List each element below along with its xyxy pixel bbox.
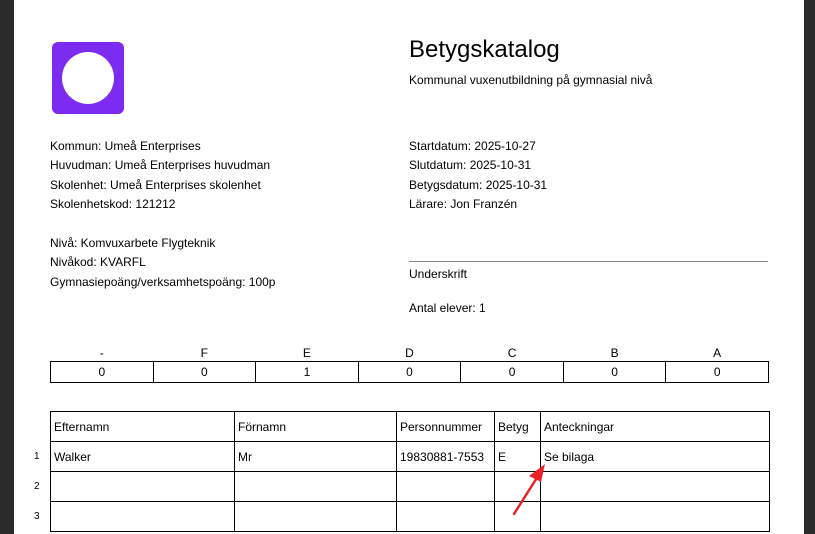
betygsdatum-text: Betygsdatum: 2025-10-31: [409, 178, 548, 192]
student-table: [50, 411, 770, 532]
school-logo: [52, 42, 124, 114]
grade-header-e: E: [302, 345, 311, 360]
startdatum-text: Startdatum: 2025-10-27: [409, 139, 536, 153]
personnummer-cell: [397, 472, 495, 502]
page-subtitle: Kommunal vuxenutbildning på gymnasial nivå: [409, 73, 653, 87]
document-page: [14, 0, 804, 534]
fornamn-cell: Mr: [235, 442, 397, 472]
grade-header-row: [51, 344, 769, 362]
fornamn-cell: [235, 472, 397, 502]
col-efternamn: Efternamn: [51, 412, 235, 442]
grade-count-f: 0: [153, 362, 256, 383]
col-fornamn: Förnamn: [235, 412, 397, 442]
anteckningar-cell: Se bilaga: [541, 442, 770, 472]
page-title: Betygskatalog: [409, 36, 560, 63]
larare-text: Lärare: Jon Franzén: [409, 197, 518, 211]
grade-count-c: 0: [461, 362, 564, 383]
grade-header-f: F: [200, 345, 209, 360]
efternamn-cell: [51, 472, 235, 502]
anteckningar-cell: [541, 472, 770, 502]
signature-line: [409, 261, 768, 262]
skolenhet-text: Skolenhet: Umeå Enterprises skolenhet: [50, 178, 261, 192]
nivakod-text: Nivåkod: KVARFL: [50, 255, 146, 269]
betyg-cell: E: [495, 442, 541, 472]
efternamn-cell: [51, 502, 235, 532]
grade-header-a: A: [713, 345, 722, 360]
huvudman-text: Huvudman: Umeå Enterprises huvudman: [50, 158, 271, 172]
grade-count-dash: 0: [51, 362, 154, 383]
student-count: Antal elever: 1: [409, 301, 486, 315]
grade-count-a: 0: [666, 362, 769, 383]
personnummer-cell: [397, 502, 495, 532]
skolenhetskod-text: Skolenhetskod: 121212: [50, 197, 176, 211]
col-personnummer: Personnummer: [397, 412, 495, 442]
table-row: [51, 442, 770, 472]
logo-circle: [62, 52, 114, 104]
grade-header-c: C: [507, 345, 517, 360]
betyg-cell: [495, 472, 541, 502]
efternamn-cell: Walker: [51, 442, 235, 472]
anteckningar-cell: [541, 502, 770, 532]
grade-count-d: 0: [358, 362, 461, 383]
col-anteckningar: Anteckningar: [541, 412, 770, 442]
grade-distribution-table: [50, 344, 769, 383]
grade-header-dash: -: [99, 345, 104, 360]
table-row: [51, 502, 770, 532]
grade-count-e: 1: [256, 362, 359, 383]
grade-header-b: B: [610, 345, 619, 360]
student-header-row: [51, 412, 770, 442]
grade-count-row: [51, 362, 769, 383]
fornamn-cell: [235, 502, 397, 532]
row-number: 2: [34, 481, 40, 492]
slutdatum-text: Slutdatum: 2025-10-31: [409, 158, 532, 172]
niva-text: Nivå: Komvuxarbete Flygteknik: [50, 236, 216, 250]
table-row: [51, 472, 770, 502]
poang-text: Gymnasiepoäng/verksamhetspoäng: 100p: [50, 275, 276, 289]
grade-header-d: D: [405, 345, 414, 360]
betyg-cell: [495, 502, 541, 532]
kommun-text: Kommun: Umeå Enterprises: [50, 139, 201, 153]
signature-label: Underskrift: [409, 267, 468, 281]
grade-count-b: 0: [563, 362, 666, 383]
row-number: 3: [34, 511, 40, 522]
row-number: 1: [34, 451, 40, 462]
col-betyg: Betyg: [495, 412, 541, 442]
personnummer-cell: 19830881-7553: [397, 442, 495, 472]
